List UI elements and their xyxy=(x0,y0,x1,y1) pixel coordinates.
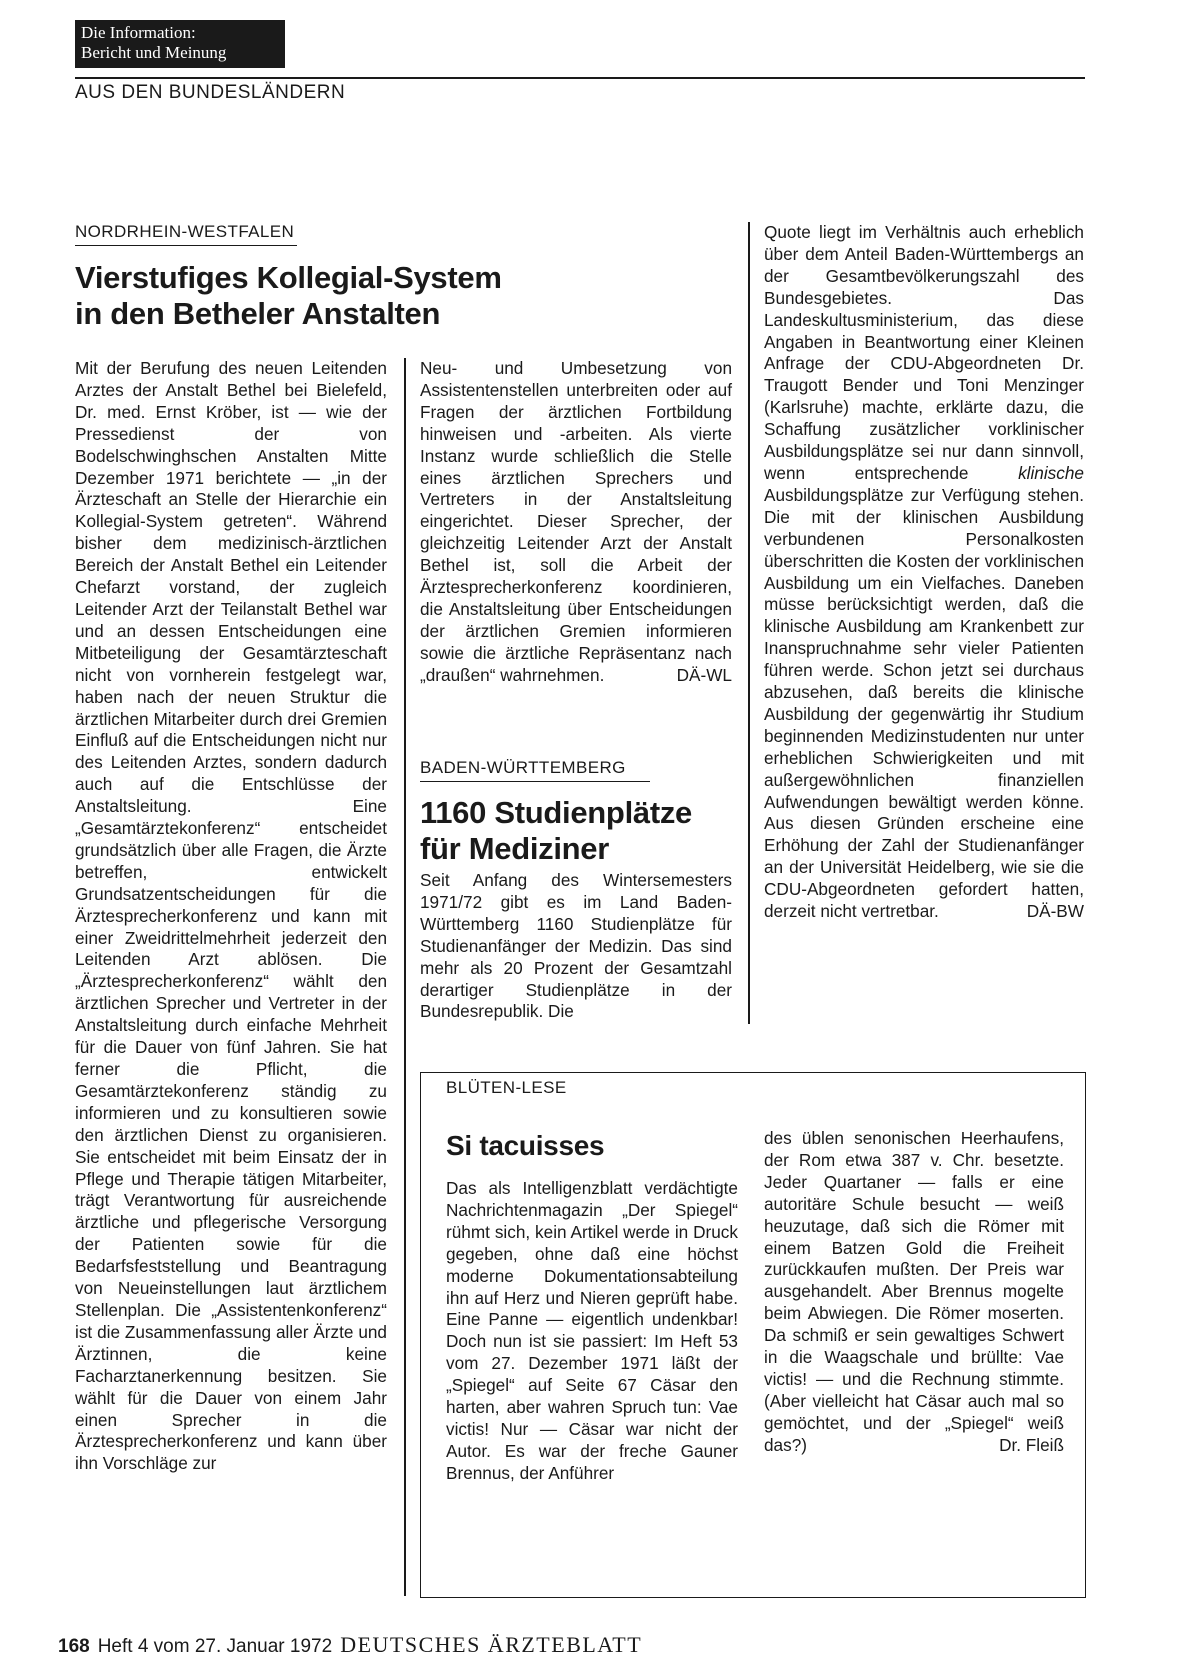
issue-info: Heft 4 vom 27. Januar 1972 xyxy=(97,1636,333,1657)
article2-column-3-text xyxy=(764,222,1084,923)
article2-col3-part1: Quote liegt im Verhältnis auch erheblich über dem Anteil Baden-Württembergs an der Gesamtbevölkerungszahl des Bundesgebietes. Das Landeskultusministerium, das diese Angaben in Beantwortung einer Kleinen Anfrage der CDU-Abgeordneten Dr. Traugott Bender und Toni Menzinger (Karlsruhe) machte, erklärte dazu, die Schaffung zusätzlicher vorklinischer Ausbildungsplätze sei nur dann sinnvoll, wenn entsprechende xyxy=(764,222,1084,483)
article3-column-2-text: des üblen senonischen Heerhaufens, der Rom etwa 387 v. Chr. besetzte. Jeder Quartaner — falls er eine autoritäre Schule besucht — weiß heuzutage, daß sich die Römer mit einem Batzen Gold die Freiheit zurückkaufen mußten. Der Preis war ausgehandelt. Aber Brennus mogelte beim Abwiegen. Die Römer moserten. Da schmiß er sein gewaltiges Schwert in die Waagschale und brüllte: Vae victis! — und die Rechnung stimmte. (Aber vielleicht hat Cäsar auch mal so gemöchtet, und der „Spiegel“ weiß das?) xyxy=(764,1128,1064,1455)
article2-column-3 xyxy=(764,222,1084,923)
magazine-name: DEUTSCHES ÄRZTEBLATT xyxy=(340,1632,643,1657)
article2-region: BADEN-WÜRTTEMBERG xyxy=(420,758,650,782)
column-rule-2 xyxy=(748,222,750,1024)
article1-column-2 xyxy=(420,358,732,687)
article3-region: BLÜTEN-LESE xyxy=(446,1078,567,1097)
article2-column-2: Seit Anfang des Wintersemesters 1971/72 gibt es im Land Baden-Württemberg 1160 Studienplätze für Studienanfänger der Medizin. Das sind mehr als 20 Prozent der Gesamtzahl derartiger Studienplätze in der Bundesrepublik. Die xyxy=(420,870,732,1022)
article1-headline-line2: in den Betheler Anstalten xyxy=(75,296,441,331)
article1-headline xyxy=(75,260,675,332)
article2-headline xyxy=(420,795,730,867)
column-rule-1 xyxy=(404,358,406,1596)
article2-headline-line2: für Mediziner xyxy=(420,831,610,866)
page-number: 168 xyxy=(58,1636,90,1657)
article3-signature: Dr. Fleiß xyxy=(999,1434,1064,1455)
page-footer xyxy=(58,1632,642,1658)
header-rule xyxy=(75,77,1085,79)
article1-column-2-text: Neu- und Umbesetzung von Assistentenstellen unterbreiten oder auf Fragen der ärztlichen Fortbildung hinweisen und -arbeiten. Als vierte Instanz wurde schließlich die Stelle eines ärztlichen Sprechers und Vertreters in der Anstaltsleitung eingerichtet. Dieser Sprecher, der gleichzeitig Leitender Arzt der Anstalt Bethel ist, soll die Arbeit der Ärztesprecherkonferenz koordinieren, die Anstaltsleitung über Entscheidungen der ärztlichen Gremien informieren sowie die ärztliche Repräsentanz nach „draußen“ wahrnehmen. xyxy=(420,358,732,685)
article2-signature: DÄ-BW xyxy=(1026,901,1084,921)
article1-signature: DÄ-WL xyxy=(676,664,732,685)
article2-col3-part2: Ausbildungsplätze zur Verfügung stehen. Die mit der klinischen Ausbildung verbundenen Personalkosten überschritten die Kosten der vorklinischen Ausbildung um ein Vielfaches. Daneben müsse berücksichtigt werden, daß die klinische Ausbildung am Krankenbett zur Inanspruchnahme sehr vieler Patienten führen werde. Schon jetzt sei durchaus abzusehen, daß bereits die klinische Ausbildung der gegenwärtig ihr Studium beginnenden Medizinstudenten nur unter erheblichen Schwierigkeiten und mit außergewöhnlichen finanziellen Aufwendungen bewältigt werden könne. Aus diesen Gründen erscheine eine Erhöhung der Zahl der Studienanfänger an der Universität Heidelberg, wie sie die CDU-Abgeordneten gefordert hatten, derzeit nicht vertretbar. xyxy=(764,484,1084,922)
article3-headline: Si tacuisses xyxy=(446,1130,605,1161)
section-title: AUS DEN BUNDESLÄNDERN xyxy=(75,82,346,103)
article2-headline-line1: 1160 Studienplätze xyxy=(420,795,692,830)
article1-headline-line1: Vierstufiges Kollegial-System xyxy=(75,260,502,295)
article3-column-2 xyxy=(764,1128,1064,1457)
article1-column-1: Mit der Berufung des neuen Leitenden Arztes der Anstalt Bethel bei Bielefeld, Dr. med. Ernst Kröber, ist — wie der Pressedienst der von Bodelschwinghschen Anstalten Mitte Dezember 1971 berichtete — „in der Ärzteschaft an Stelle der Hierarchie ein Kollegial-System getreten“. Während bisher dem medizinisch-ärztlichen Bereich der Anstalt Bethel ein Leitender Chefarzt vorstand, der zugleich Leitender Arzt der Teilanstalt Bethel war und an dessen Entscheidungen eine Mitbeteiligung der Gesamtärzteschaft nicht von vornherein festgelegt war, haben nach der neuen Struktur die ärztlichen Mitarbeiter durch drei Gremien Einfluß auf die Entscheidungen nicht nur des Leitenden Arztes, sondern dadurch auch auf die Entschlüsse der Anstaltsleitung. Eine „Gesamtärztekonferenz“ entscheidet grundsätzlich über alle Fragen, die Ärzte betreffen, entwickelt Grundsatzentscheidungen für die Ärztesprecherkonferenz und kann mit einer Zweidrittelmehrheit jederzeit den Leitenden Arzt ablösen. Die „Ärztesprecherkonferenz“ wählt den ärztlichen Sprecher und Vertreter in der Anstaltsleitung durch einfache Mehrheit für die Dauer von fünf Jahren. Sie hat ferner die Pflicht, die Gesamtärztekonferenz ständig zu informieren und zu konsultieren sowie den ärztlichen Dienst zu organisieren. Sie entscheidet mit beim Einsatz der in Pflege und Therapie tätigen Mitarbeiter, trägt Verantwortung für ausreichende ärztliche und pflegerische Versorgung der Patienten sowie für die Bedarfsfeststellung und Beantragung von Neueinstellungen laut ärztlichem Stellenplan. Die „Assistentenkonferenz“ ist die Zusammenfassung aller Ärzte und Ärztinnen, die keine Facharztanerkennung besitzen. Sie wählt für die Dauer von einem Jahr einen Sprecher in die Ärztesprecherkonferenz und kann über ihn Vorschläge zur xyxy=(75,358,387,1474)
article3-column-1: Das als Intelligenzblatt verdächtigte Nachrichtenmagazin „Der Spiegel“ rühmt sich, kein Artikel werde in Druck gegeben, ohne daß eine höchst moderne Dokumentationsabteilung ihn auf Herz und Nieren geprüft habe. Eine Panne — eigentlich undenkbar! Doch nun ist sie passiert: Im Heft 53 vom 27. Dezember 1971 läßt der „Spiegel“ auf Seite 67 Cäsar den harten, aber wahren Spruch tun: Vae victis! Nur — Cäsar war nicht der Autor. Es war der freche Gauner Brennus, der Anführer xyxy=(446,1178,738,1483)
article2-col3-italic: klinische xyxy=(1018,462,1084,483)
article1-region: NORDRHEIN-WESTFALEN xyxy=(75,222,297,246)
section-badge xyxy=(75,20,285,68)
badge-line-2: Bericht und Meinung xyxy=(81,43,227,62)
badge-line-1: Die Information: xyxy=(81,23,196,42)
